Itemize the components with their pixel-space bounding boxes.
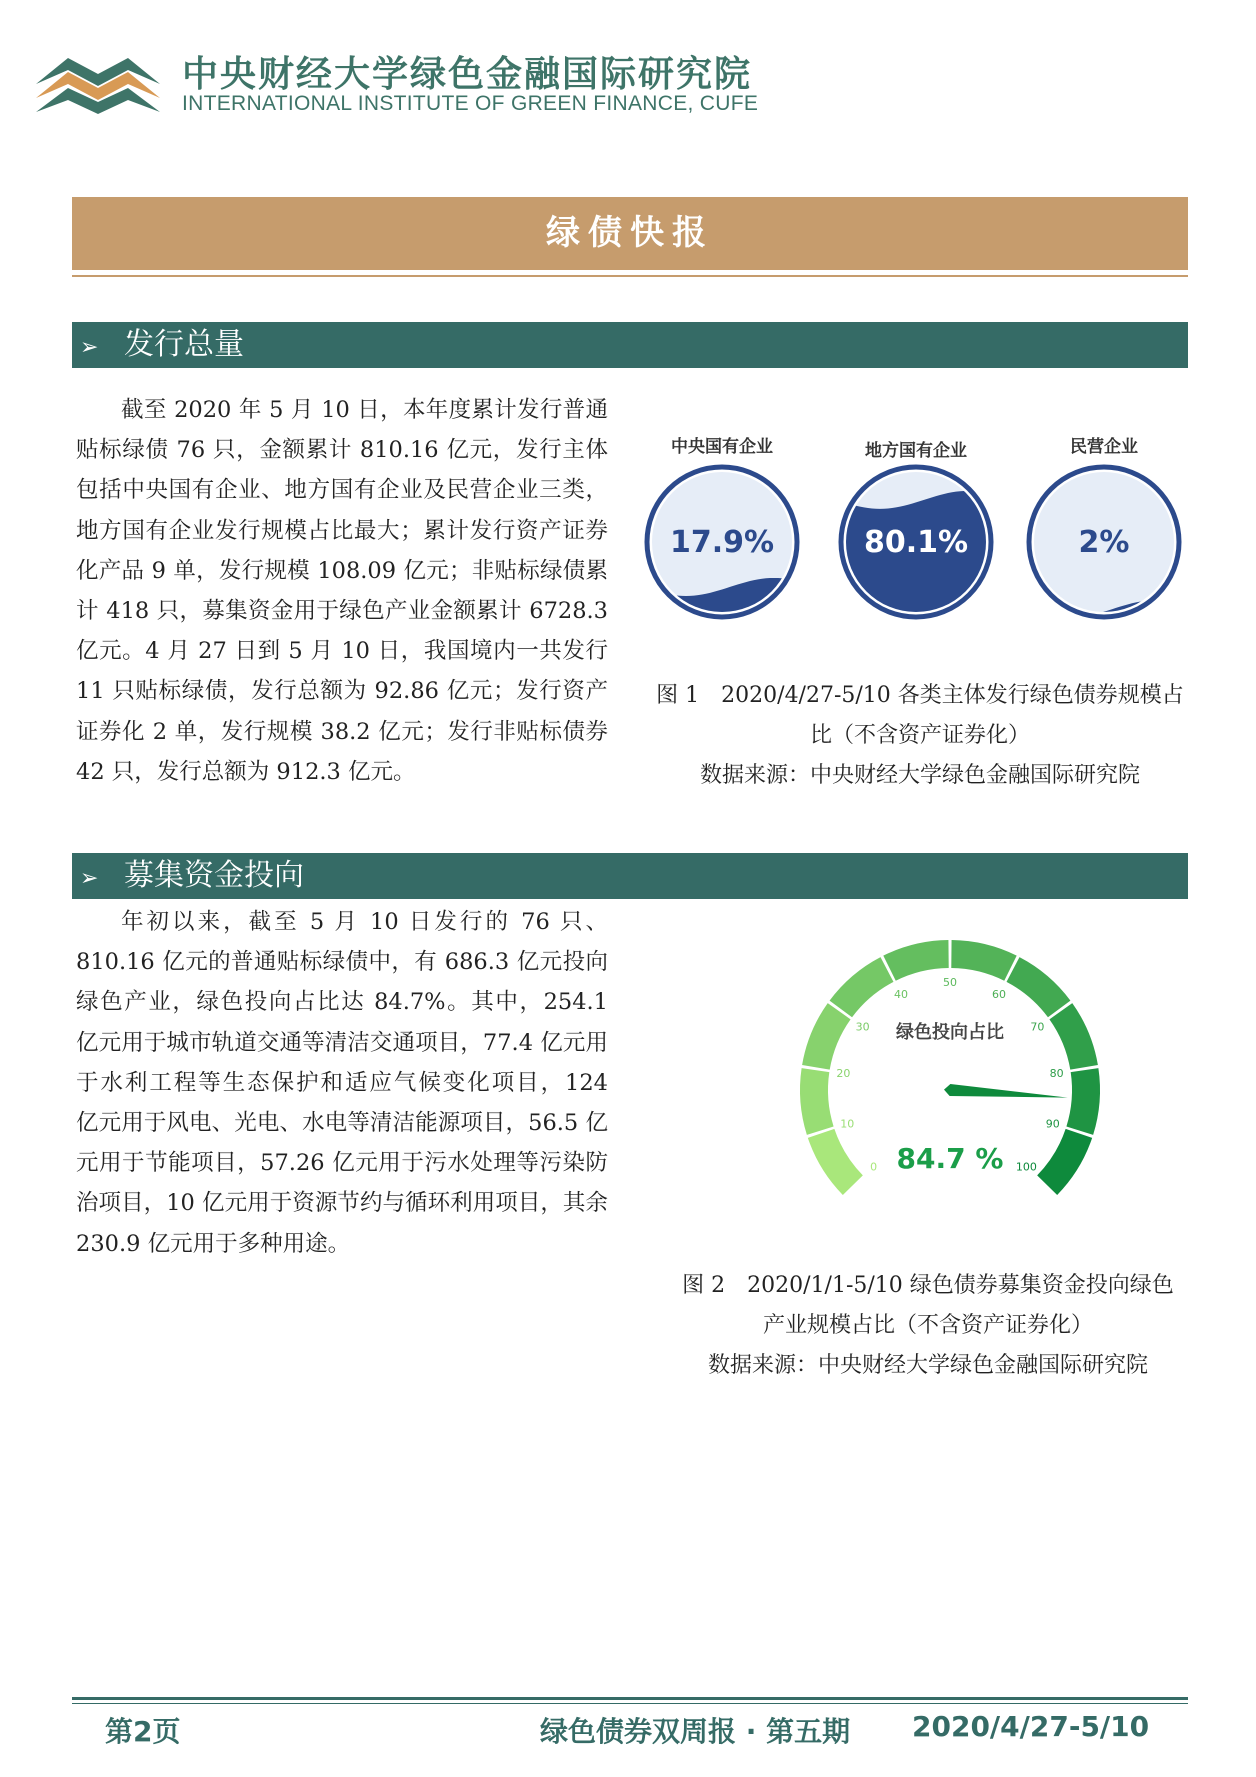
iigf-logo-icon <box>28 44 168 126</box>
section-title: 发行总量 <box>124 327 244 362</box>
issuance-paragraph: 截至 2020 年 5 月 10 日，本年度累计发行普通贴标绿债 76 只，金额累计 810.16 亿元，发行主体包括中央国有企业、地方国有企业及民营企业三类，地方国有企业发行规模占比最大；累计发行资产证券化产品 9 单，发行规模 108.09 亿元；非贴标绿债累计 418 只，募集资金用于绿色产业金额累计 6728.3 亿元。4 月 27 日到 5 月 10 日，我国境内一共发行 11 只贴标绿债，发行总额为 92.86 亿元；发行资产证券化 2 单，发行规模 38.2 亿元；发行非贴标债券 42 只，发行总额为 912.3 亿元。 <box>76 397 608 785</box>
figure2-caption-line2: 产业规模占比（不含资产证券化） <box>762 1313 1093 1338</box>
liquid-circle-private <box>1024 436 1184 622</box>
section-header-issuance <box>72 322 1188 368</box>
section-title: 募集资金投向 <box>124 858 304 893</box>
gauge-tick-label: 0 <box>870 1160 878 1174</box>
gauge-segment <box>830 957 894 1017</box>
gauge-tick-label: 20 <box>836 1067 851 1081</box>
gauge-tick-label: 90 <box>1045 1117 1060 1131</box>
banner-underline <box>72 275 1188 277</box>
value-label: 80.1% <box>863 525 969 560</box>
gauge-tick-label: 70 <box>1030 1020 1045 1034</box>
banner-title: 绿债快报 <box>546 213 714 253</box>
liquid-circle-central-soe <box>642 436 802 622</box>
figure1-source: 数据来源：中央财经大学绿色金融国际研究院 <box>699 763 1140 788</box>
liquid-circle-local-soe <box>836 440 996 622</box>
gauge-segment <box>1066 1068 1100 1135</box>
fund-use-paragraph: 年初以来，截至 5 月 10 日发行的 76 只、810.16 亿元的普通贴标绿债中，有 686.3 亿元投向绿色产业，绿色投向占比达 84.7%。其中，254.1 亿元用于城市轨道交通等清洁交通项目，77.4 亿元用于水利工程等生态保护和适应气候变化项目，124 亿元用于风电、光电、水电等清洁能源项目，56.5 亿元用于节能项目，57.26 亿元用于污水处理等污染防治项目，10 亿元用于资源节约与循环利用项目，其余 230.9 亿元用于多种用途。 <box>76 909 638 1257</box>
gauge-segment <box>1049 1003 1097 1070</box>
gauge-segment <box>802 1003 850 1070</box>
gauge-value-label: 84.7 % <box>896 1142 1004 1175</box>
footer-rule-thin <box>72 1703 1188 1704</box>
gauge-tick-label: 60 <box>992 987 1007 1001</box>
series-name: 地方国有企业 <box>865 441 967 461</box>
section-header-fund-use <box>72 853 1188 899</box>
page-number: 第2页 <box>105 1715 181 1748</box>
org-name-en: INTERNATIONAL INSTITUTE OF GREEN FINANCE, CUFE <box>182 92 759 115</box>
gauge-title: 绿色投向占比 <box>896 1022 1004 1043</box>
figure2-caption <box>648 1266 1208 1386</box>
gauge-tick-label: 30 <box>855 1020 870 1034</box>
gauge-segment <box>951 940 1016 981</box>
gauge-chart <box>760 920 1140 1240</box>
value-label: 17.9% <box>669 525 775 560</box>
report-banner <box>72 197 1188 270</box>
publication-name: 绿色债券双周报 · 第五期 <box>540 1715 851 1748</box>
publication-date: 2020/4/27-5/10 <box>912 1710 1150 1743</box>
figure2-source: 数据来源：中央财经大学绿色金融国际研究院 <box>707 1353 1148 1378</box>
gauge-segment <box>1007 957 1071 1017</box>
gauge-tick-label: 40 <box>893 987 908 1001</box>
gauge-tick-label: 100 <box>1015 1160 1037 1174</box>
footer-rule <box>72 1697 1188 1700</box>
org-name-cn: 中央财经大学绿色金融国际研究院 <box>182 54 753 95</box>
figure1-caption <box>640 676 1200 796</box>
gauge-tick-label: 50 <box>943 976 957 989</box>
figure2-caption-line1: 图 2 2020/1/1-5/10 绿色债券募集资金投向绿色 <box>682 1273 1174 1298</box>
gauge-segment <box>800 1068 834 1135</box>
series-name: 中央国有企业 <box>671 437 773 457</box>
liquid-fill-chart <box>640 430 1200 640</box>
figure1-caption-line1: 图 1 2020/4/27-5/10 各类主体发行绿色债券规模占 <box>656 683 1184 708</box>
gauge-tick-label: 80 <box>1049 1067 1064 1081</box>
series-name: 民营企业 <box>1070 437 1138 457</box>
section-arrow-icon: ➢ <box>80 335 99 360</box>
figure1-caption-line2: 比（不含资产证券化） <box>809 723 1030 748</box>
gauge-needle <box>944 1084 1068 1098</box>
gauge-segment <box>1037 1129 1092 1195</box>
gauge-tick-label: 10 <box>840 1117 855 1131</box>
section-arrow-icon: ➢ <box>80 866 99 891</box>
gauge-segment <box>808 1129 863 1195</box>
value-label: 2% <box>1078 525 1130 560</box>
gauge-segment <box>883 940 948 981</box>
